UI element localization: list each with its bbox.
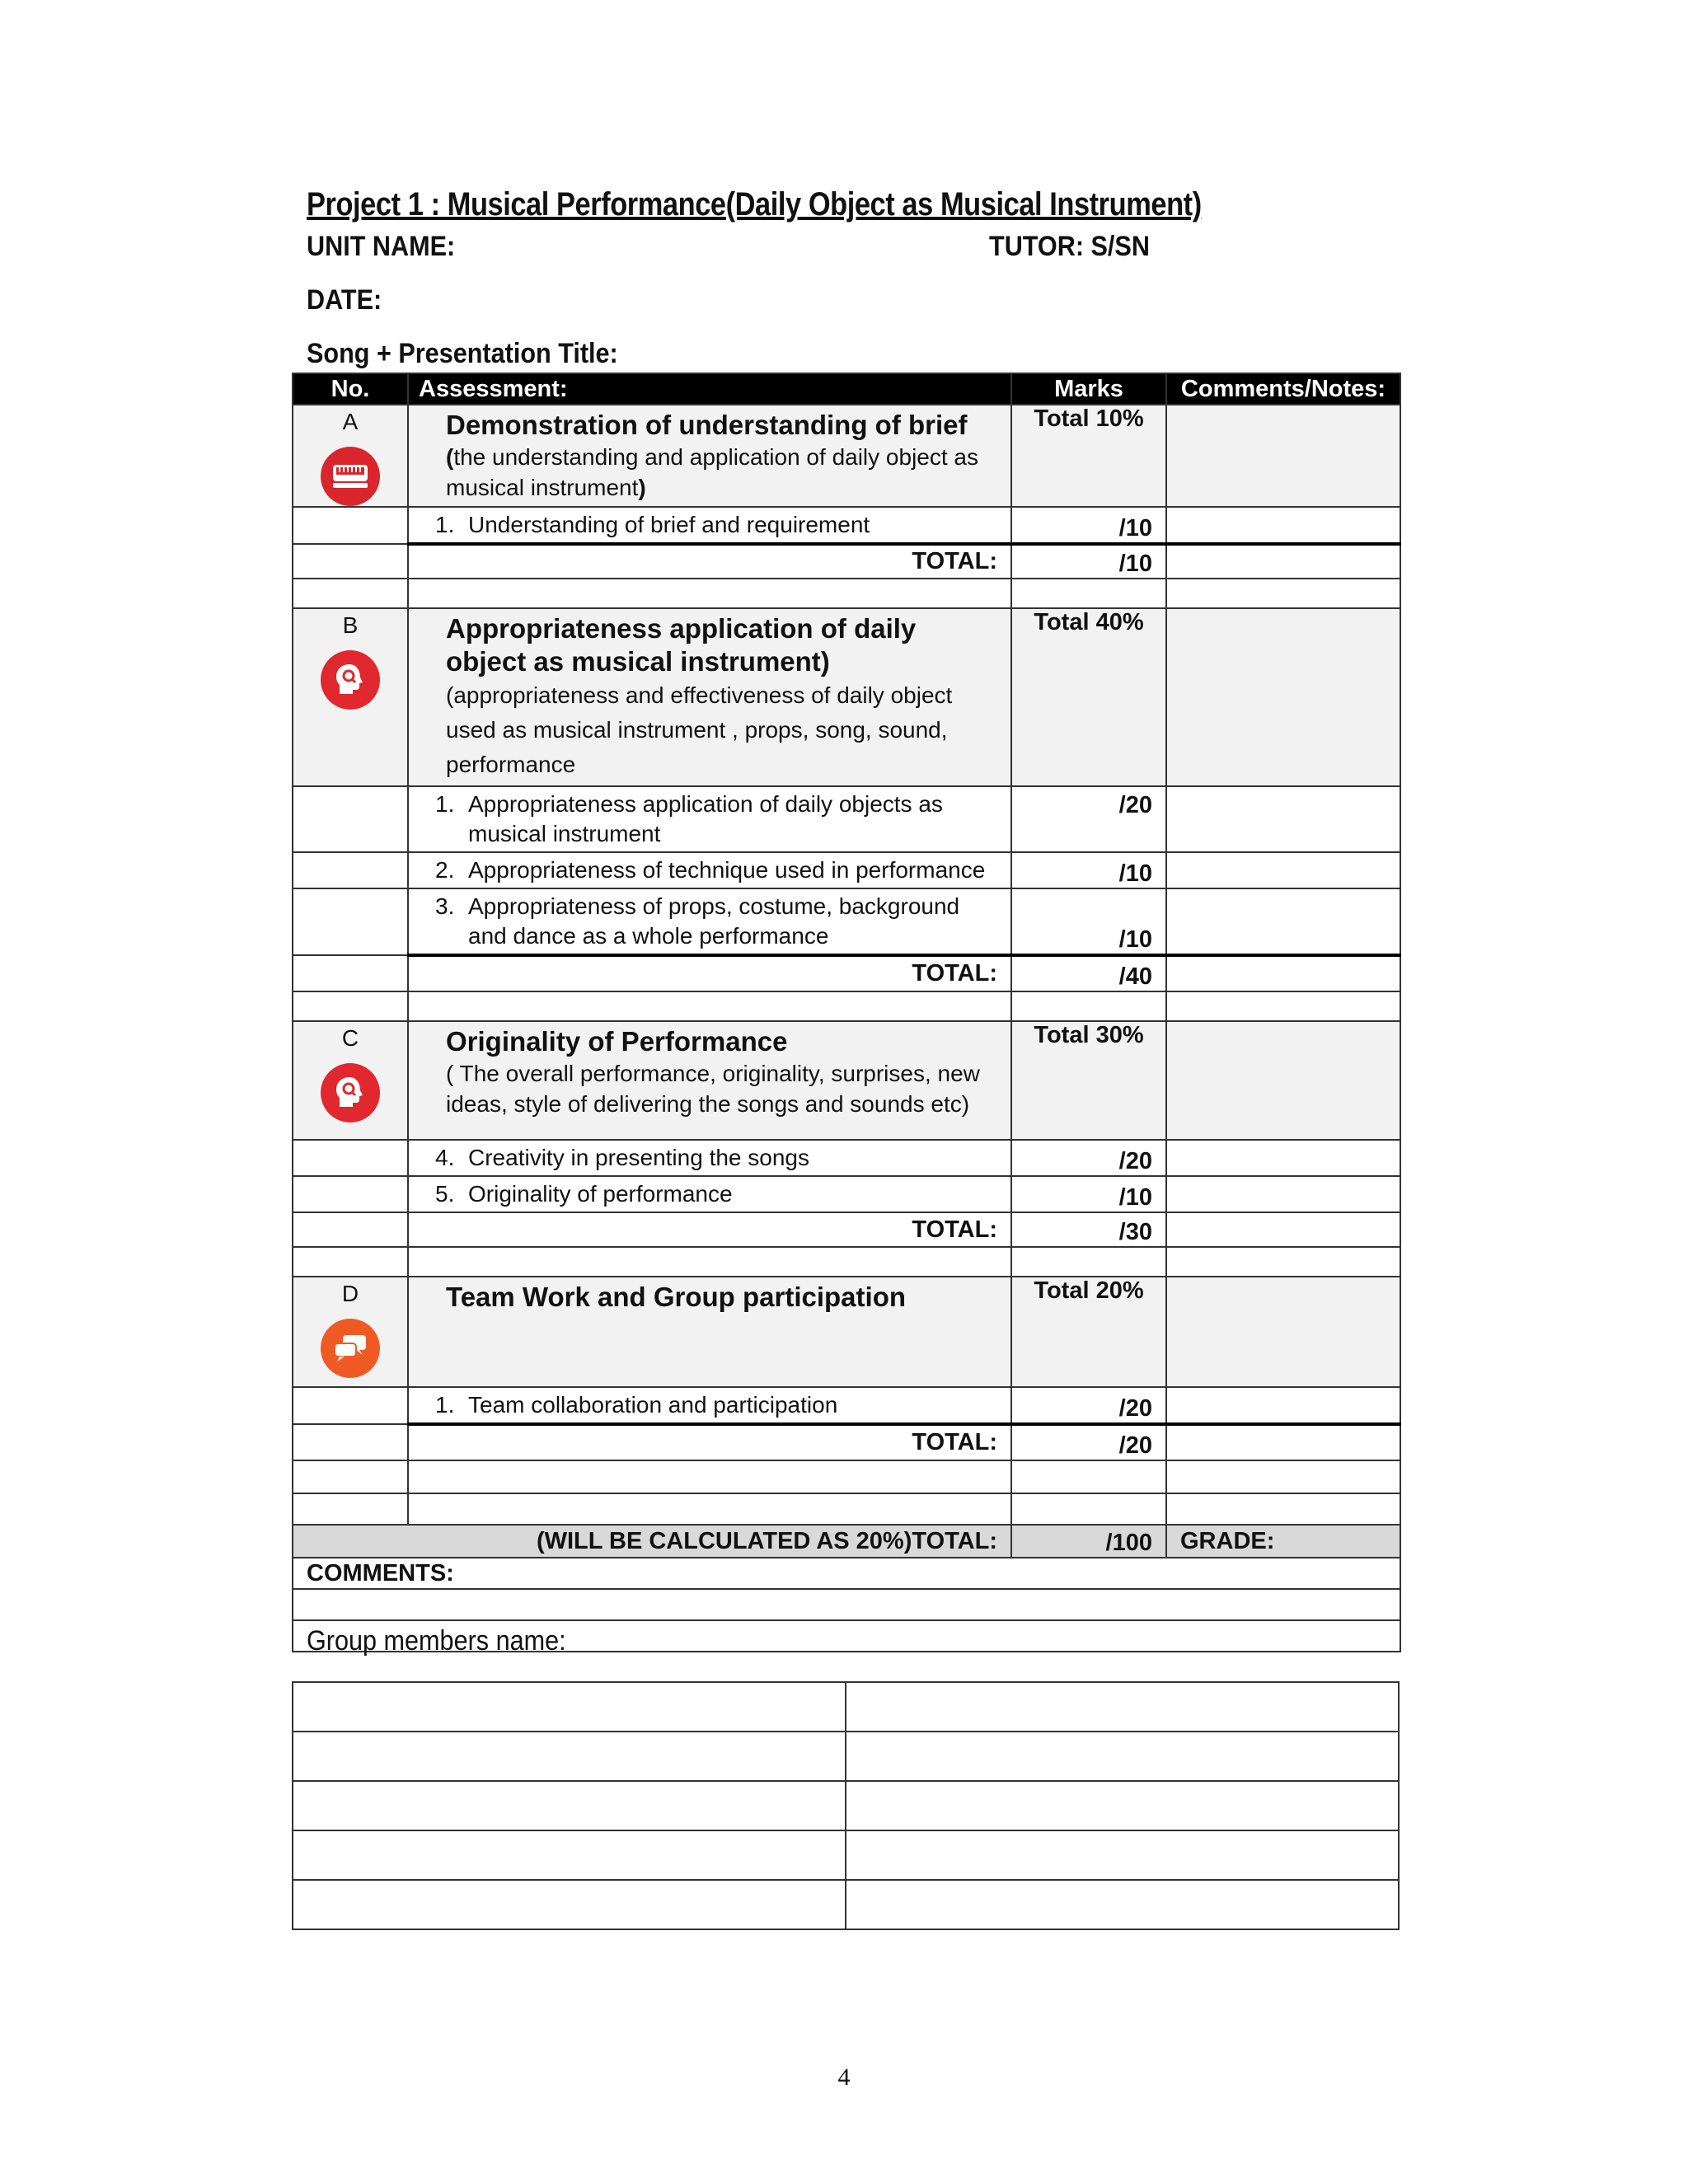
section-title: Demonstration of understanding of brief (446, 410, 968, 440)
criterion-item: 3. Appropriateness of props, costume, background and dance as a whole performance (435, 893, 960, 949)
section-a-content (408, 405, 1011, 507)
comments-cell[interactable] (1166, 786, 1400, 852)
song-title-label: Song + Presentation Title: (307, 338, 618, 369)
comments-cell[interactable] (1166, 1021, 1400, 1140)
comments-cell[interactable] (1166, 852, 1400, 888)
member-row (293, 1732, 1399, 1781)
member-name-field[interactable] (846, 1880, 1399, 1929)
criterion-item: 5. Originality of performance (435, 1181, 733, 1207)
spacer-row (293, 991, 1400, 1021)
page-number: 4 (837, 2064, 851, 2091)
grand-total-row (293, 1525, 1400, 1558)
section-letter: D (341, 1281, 359, 1306)
table-row (293, 852, 1400, 888)
comments-cell[interactable] (1166, 955, 1400, 991)
section-letter: C (341, 1025, 359, 1051)
section-letter: A (342, 409, 359, 434)
comments-cell[interactable] (1166, 1387, 1400, 1424)
section-total-percent: Total 40% (1011, 608, 1166, 786)
table-row (293, 888, 1400, 955)
section-c-content (408, 1021, 1011, 1140)
section-description: (the understanding and application of daily object as musical instrument) (446, 444, 978, 500)
member-name-field[interactable] (293, 1830, 846, 1880)
header-no: No. (293, 373, 408, 405)
table-row (293, 786, 1400, 852)
piano-keyboard-icon (321, 447, 380, 506)
comments-label: COMMENTS: (293, 1558, 1400, 1589)
total-marks: /20 (1011, 1424, 1166, 1460)
table-row (293, 507, 1400, 544)
grand-total-label: (WILL BE CALCULATED AS 20%)TOTAL: (293, 1525, 1011, 1558)
section-description: (appropriateness and effectiveness of daily object used as musical instrument , props, song, sound, performance (446, 682, 953, 777)
member-name-field[interactable] (293, 1732, 846, 1781)
section-b-total-row (293, 955, 1400, 991)
member-name-field[interactable] (846, 1781, 1399, 1830)
total-label: TOTAL: (408, 1212, 1011, 1247)
spacer-row (293, 1247, 1400, 1277)
section-b-no (293, 608, 408, 786)
section-total-percent: Total 20% (1011, 1277, 1166, 1387)
total-label: TOTAL: (408, 544, 1011, 579)
group-members-label: Group members name: (307, 1625, 566, 1657)
total-label: TOTAL: (408, 1424, 1011, 1460)
section-title: Team Work and Group participation (446, 1282, 907, 1312)
comments-cell[interactable] (1166, 1140, 1400, 1176)
section-title: Appropriateness application of daily object as musical instrument) (446, 613, 917, 677)
section-a-total-row (293, 544, 1400, 579)
section-a-no (293, 405, 408, 507)
section-c-row (293, 1021, 1400, 1140)
spacer-row (293, 579, 1400, 608)
page-title: Project 1 : Musical Performance(Daily Object as Musical Instrument) (307, 186, 1202, 223)
criterion-item: 4. Creativity in presenting the songs (435, 1145, 809, 1170)
section-letter: B (342, 612, 359, 638)
comments-cell[interactable] (1166, 1212, 1400, 1247)
member-name-field[interactable] (293, 1880, 846, 1929)
comments-cell[interactable] (1166, 1176, 1400, 1212)
total-marks: /10 (1011, 544, 1166, 579)
member-name-field[interactable] (293, 1682, 846, 1732)
member-row (293, 1781, 1399, 1830)
comments-cell[interactable] (1166, 1277, 1400, 1387)
member-name-field[interactable] (846, 1682, 1399, 1732)
comments-cell[interactable] (1166, 608, 1400, 786)
section-d-content (408, 1277, 1011, 1387)
criterion-item: 1. Team collaboration and participation (435, 1392, 838, 1418)
unit-name-label: UNIT NAME: (307, 231, 456, 262)
member-row (293, 1880, 1399, 1929)
section-a-row (293, 405, 1400, 507)
section-c-no (293, 1021, 408, 1140)
criterion-marks: /10 (1011, 888, 1166, 955)
chat-bubbles-icon (321, 1319, 380, 1378)
comments-line[interactable] (293, 1589, 1400, 1620)
total-marks: /40 (1011, 955, 1166, 991)
criterion-item: 1. Appropriateness application of daily objects as musical instrument (435, 791, 943, 846)
criterion-item: 1. Understanding of brief and requirement (435, 512, 870, 537)
date-label: DATE: (307, 284, 382, 316)
table-row (293, 1387, 1400, 1424)
head-idea-icon (321, 1063, 380, 1122)
grand-total-marks: /100 (1011, 1525, 1166, 1558)
table-header-row (293, 373, 1400, 405)
section-total-percent: Total 30% (1011, 1021, 1166, 1140)
spacer-row (293, 1460, 1400, 1493)
section-b-row (293, 608, 1400, 786)
comments-cell[interactable] (1166, 544, 1400, 579)
section-b-content (408, 608, 1011, 786)
comments-row (293, 1558, 1400, 1589)
total-label: TOTAL: (408, 955, 1011, 991)
header-marks: Marks (1011, 373, 1166, 405)
header-assessment: Assessment: (408, 373, 1011, 405)
group-members-table (292, 1681, 1400, 1930)
section-description: ( The overall performance, originality, surprises, new ideas, style of delivering the songs and sounds etc) (446, 1061, 980, 1117)
table-row (293, 1140, 1400, 1176)
criterion-marks: /20 (1011, 786, 1166, 852)
section-total-percent: Total 10% (1011, 405, 1166, 507)
section-d-row (293, 1277, 1400, 1387)
table-row (293, 1176, 1400, 1212)
section-c-total-row (293, 1212, 1400, 1247)
comments-cell[interactable] (1166, 1424, 1400, 1460)
criterion-marks: /10 (1011, 507, 1166, 544)
total-marks: /30 (1011, 1212, 1166, 1247)
criterion-marks: /20 (1011, 1140, 1166, 1176)
tutor-label: TUTOR: S/SN (989, 231, 1150, 262)
header-comments: Comments/Notes: (1166, 373, 1400, 405)
member-name-field[interactable] (293, 1781, 846, 1830)
section-title: Originality of Performance (446, 1026, 788, 1057)
comments-cell[interactable] (1166, 888, 1400, 955)
member-name-field[interactable] (846, 1830, 1399, 1880)
member-row (293, 1682, 1399, 1732)
comments-cell[interactable] (1166, 405, 1400, 507)
member-row (293, 1830, 1399, 1880)
criterion-item: 2. Appropriateness of technique used in performance (435, 857, 986, 883)
head-idea-icon (321, 650, 380, 710)
grade-label[interactable]: GRADE: (1166, 1525, 1400, 1558)
assessment-table (292, 373, 1401, 1652)
comments-cell[interactable] (1166, 507, 1400, 544)
section-d-no (293, 1277, 408, 1387)
criterion-marks: /10 (1011, 1176, 1166, 1212)
member-name-field[interactable] (846, 1732, 1399, 1781)
criterion-marks: /10 (1011, 852, 1166, 888)
section-d-total-row (293, 1424, 1400, 1460)
criterion-marks: /20 (1011, 1387, 1166, 1424)
spacer-row (293, 1493, 1400, 1525)
